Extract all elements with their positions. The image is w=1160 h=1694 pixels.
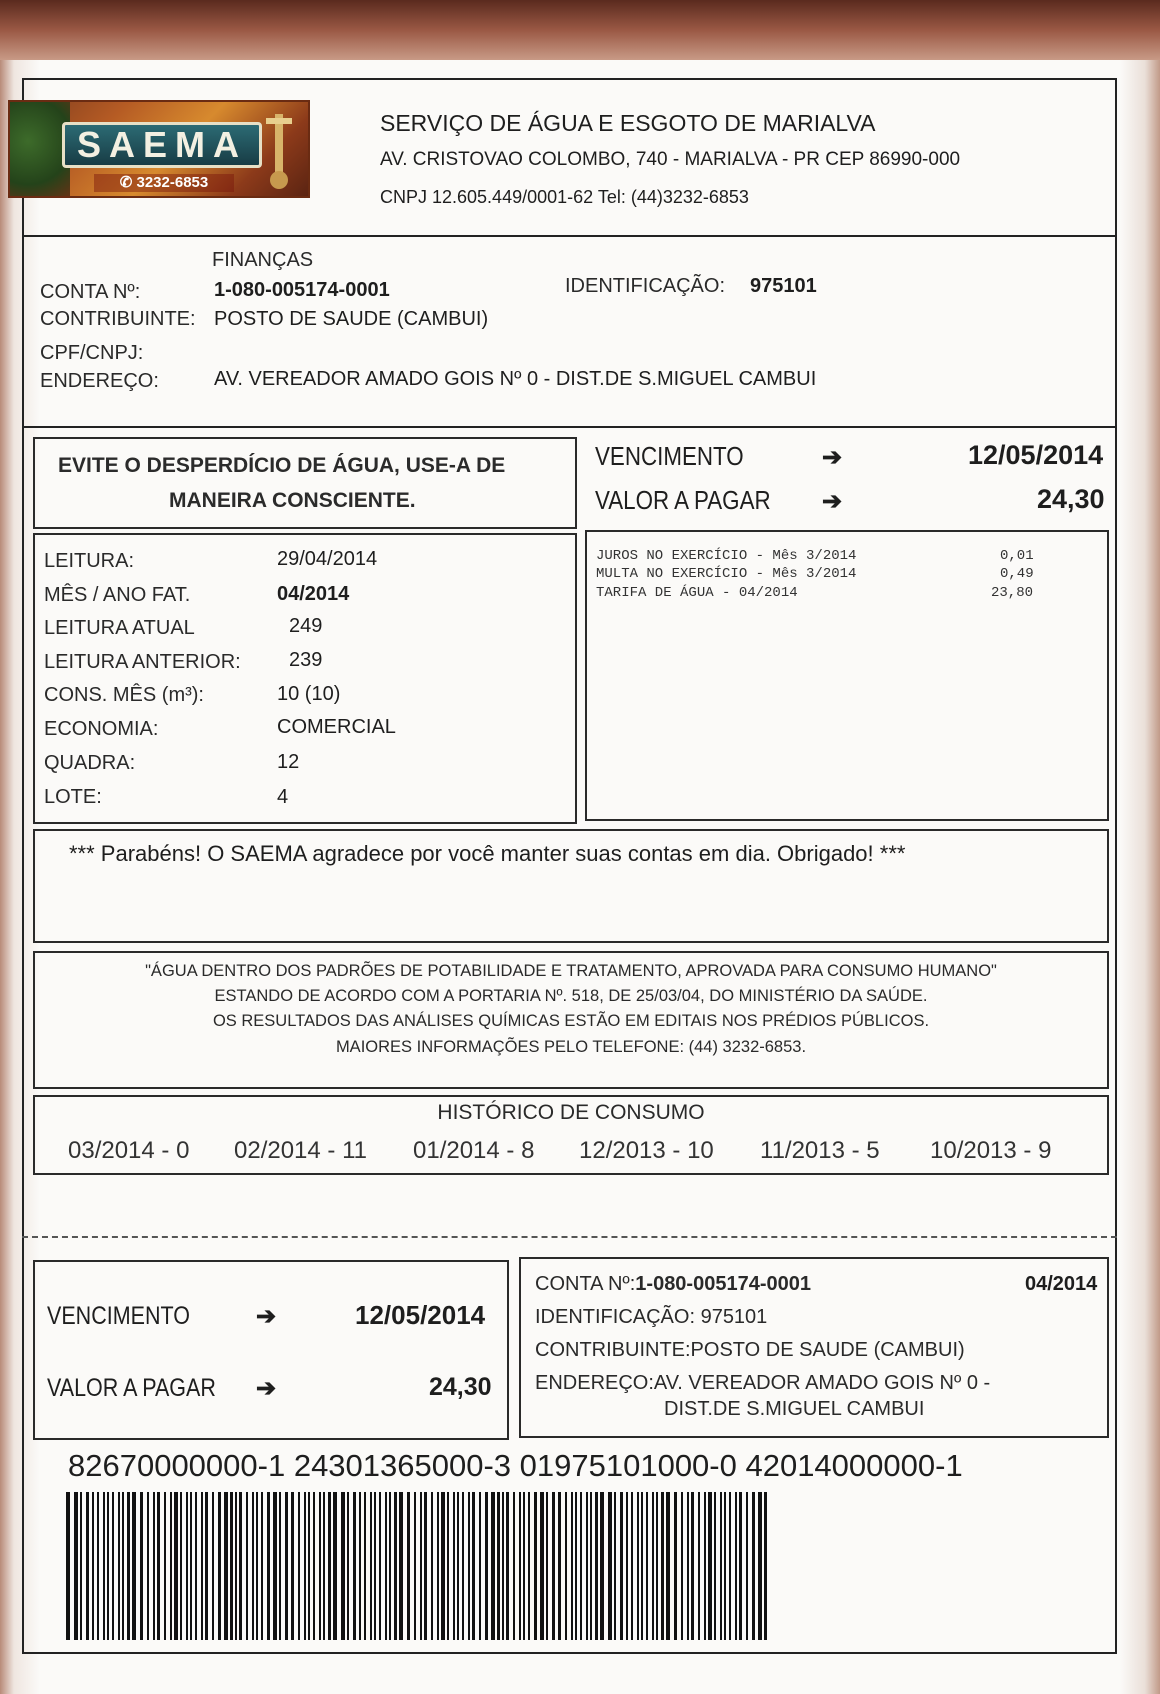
reading-label: MÊS / ANO FAT. (44, 584, 191, 606)
barcode-bar (590, 1492, 592, 1640)
barcode-bar (385, 1492, 387, 1640)
barcode-bar (626, 1492, 628, 1640)
conta-label: CONTA Nº: (40, 281, 141, 303)
charge-value: 23,80 (991, 585, 1034, 601)
barcode-bar (575, 1492, 577, 1640)
barcode-bar (279, 1492, 281, 1640)
barcode-bar (752, 1492, 755, 1640)
charge-desc: MULTA NO EXERCÍCIO - Mês 3/2014 (596, 566, 857, 582)
barcode-bar (103, 1492, 105, 1640)
history-item: 10/2013 - 9 (930, 1137, 1052, 1164)
amount-label: VALOR A PAGAR (595, 485, 771, 515)
reading-label: LEITURA: (44, 550, 135, 572)
barcode-bar (273, 1492, 277, 1640)
barcode-bar (431, 1492, 433, 1640)
barcode-bar (147, 1492, 149, 1640)
reading-label: ECONOMIA: (44, 718, 159, 740)
barcode-bar (379, 1492, 381, 1640)
barcode (66, 1492, 770, 1640)
barcode-bar (652, 1492, 654, 1640)
barcode-bar (235, 1492, 237, 1640)
barcode-bar (170, 1492, 172, 1640)
barcode-bar (239, 1492, 242, 1640)
barcode-bar (729, 1492, 731, 1640)
barcode-bar (698, 1492, 700, 1640)
barcode-bar (506, 1492, 509, 1640)
barcode-bar (212, 1492, 214, 1640)
barcode-bar (637, 1492, 639, 1640)
barcode-bar (256, 1492, 258, 1640)
barcode-digits: 82670000000-1 24301365000-3 01975101000-0 42014000000-1 (68, 1448, 963, 1483)
history-item: 02/2014 - 11 (234, 1137, 367, 1164)
barcode-bar (97, 1492, 99, 1640)
stub-amount-value: 24,30 (429, 1373, 492, 1401)
logo-wordmark: SAEMA (62, 122, 262, 168)
quality-line-4: MAIORES INFORMAÇÕES PELO TELEFONE: (44) 3232-6853. (335, 1038, 807, 1056)
history-item: 11/2013 - 5 (760, 1137, 880, 1164)
barcode-bar (441, 1492, 445, 1640)
barcode-bar (304, 1492, 306, 1640)
conta-value: 1-080-005174-0001 (214, 279, 390, 301)
barcode-bar (157, 1492, 160, 1640)
barcode-bar (614, 1492, 616, 1640)
department: FINANÇAS (212, 249, 314, 271)
barcode-bar (558, 1492, 561, 1640)
stub-contrib: CONTRIBUINTE:POSTO DE SAUDE (CAMBUI) (535, 1339, 965, 1361)
notice-line-1: EVITE O DESPERDÍCIO DE ÁGUA, USE-A DE (58, 454, 506, 477)
charge-desc: TARIFA DE ÁGUA - 04/2014 (596, 585, 798, 601)
barcode-bar (153, 1492, 155, 1640)
notice-box (33, 437, 577, 529)
barcode-bar (313, 1492, 315, 1640)
stub-conta: CONTA Nº:1-080-005174-0001 (535, 1273, 811, 1295)
reading-value: 4 (277, 786, 289, 808)
barcode-bar (127, 1492, 130, 1640)
stub-endereco-2: DIST.DE S.MIGUEL CAMBUI (664, 1398, 925, 1420)
barcode-bar (620, 1492, 623, 1640)
endereco-value: AV. VEREADOR AMADO GOIS Nº 0 - DIST.DE S.MIGUEL CAMBUI (214, 368, 817, 390)
arrow-icon: ➔ (822, 488, 843, 515)
quality-box (33, 951, 1109, 1089)
barcode-bar (691, 1492, 694, 1640)
reading-value: 29/04/2014 (277, 548, 378, 570)
reading-label: LEITURA ATUAL (44, 617, 195, 639)
barcode-bar (92, 1492, 94, 1640)
stub-ident: IDENTIFICAÇÃO: 975101 (535, 1306, 768, 1328)
barcode-bar (479, 1492, 481, 1640)
barcode-bar (523, 1492, 525, 1640)
barcode-bar (704, 1492, 706, 1640)
barcode-bar (580, 1492, 582, 1640)
stub-account-box (519, 1257, 1109, 1438)
reading-value: COMERCIAL (277, 716, 396, 738)
company-address: AV. CRISTOVAO COLOMBO, 740 - MARIALVA - PR CEP 86990-000 (380, 149, 961, 170)
barcode-bar (497, 1492, 500, 1640)
barcode-bar (122, 1492, 124, 1640)
due-date-value: 12/05/2014 (968, 440, 1104, 470)
barcode-bar (502, 1492, 504, 1640)
company-cnpj-phone: CNPJ 12.605.449/0001-62 Tel: (44)3232-6853 (380, 187, 749, 207)
barcode-bar (720, 1492, 722, 1640)
barcode-bar (600, 1492, 604, 1640)
due-date-label: VENCIMENTO (595, 441, 744, 471)
quality-line-1: "ÁGUA DENTRO DOS PADRÕES DE POTABILIDADE E TRATAMENTO, APROVADA PARA CONSUMO HUMANO" (145, 962, 997, 980)
thanks-message: *** Parabéns! O SAEMA agradece por você manter suas contas em dia. Obrigado! *** (69, 841, 906, 866)
stub-endereco-1: ENDEREÇO:AV. VEREADOR AMADO GOIS Nº 0 - (535, 1372, 991, 1394)
barcode-bar (323, 1492, 325, 1640)
barcode-bar (298, 1492, 300, 1640)
barcode-bar (341, 1492, 345, 1640)
barcode-bar (491, 1492, 495, 1640)
history-item: 03/2014 - 0 (68, 1137, 190, 1164)
barcode-bar (661, 1492, 664, 1640)
barcode-bar (291, 1492, 294, 1640)
barcode-bar (758, 1492, 762, 1640)
barcode-bar (164, 1492, 166, 1640)
barcode-bar (735, 1492, 737, 1640)
history-title: HISTÓRICO DE CONSUMO (437, 1101, 705, 1124)
barcode-bar (246, 1492, 248, 1640)
barcode-bar (389, 1492, 391, 1640)
barcode-bar (608, 1492, 612, 1640)
barcode-bar (714, 1492, 716, 1640)
barcode-bar (457, 1492, 459, 1640)
barcode-bar (656, 1492, 658, 1640)
barcode-bar (447, 1492, 449, 1640)
barcode-bar (552, 1492, 555, 1640)
barcode-bar (107, 1492, 109, 1640)
logo-foliage (10, 102, 70, 198)
logo-phone: ✆ 3232-6853 (94, 174, 234, 192)
barcode-bar (328, 1492, 331, 1640)
history-box (33, 1095, 1109, 1175)
barcode-bar (118, 1492, 120, 1640)
barcode-bar (687, 1492, 689, 1640)
reading-box (33, 533, 577, 824)
barcode-bar (519, 1492, 521, 1640)
barcode-bar (261, 1492, 263, 1640)
arrow-icon: ➔ (256, 1375, 277, 1402)
barcode-bar (674, 1492, 677, 1640)
contrib-value: POSTO DE SAUDE (CAMBUI) (214, 308, 489, 330)
cut-line (22, 1236, 1117, 1238)
barcode-bar (252, 1492, 254, 1640)
barcode-bar (186, 1492, 188, 1640)
endereco-label: ENDEREÇO: (40, 370, 159, 392)
barcode-bar (420, 1492, 422, 1640)
barcode-bar (681, 1492, 683, 1640)
barcode-bar (666, 1492, 670, 1640)
barcode-bar (595, 1492, 598, 1640)
faucet-icon (264, 108, 294, 192)
barcode-bar (586, 1492, 588, 1640)
reading-value: 239 (289, 649, 323, 671)
ident-value: 975101 (750, 275, 817, 297)
barcode-bar (174, 1492, 178, 1640)
stub-due-label: VENCIMENTO (47, 1302, 190, 1330)
cpf-label: CPF/CNPJ: (40, 342, 144, 364)
barcode-bar (359, 1492, 361, 1640)
company-name: SERVIÇO DE ÁGUA E ESGOTO DE MARIALVA (380, 110, 876, 136)
barcode-bar (180, 1492, 182, 1640)
charge-desc: JUROS NO EXERCÍCIO - Mês 3/2014 (596, 548, 857, 564)
notice-line-2: MANEIRA CONSCIENTE. (169, 489, 416, 512)
charge-value: 0,01 (1000, 548, 1034, 564)
barcode-bar (132, 1492, 136, 1640)
barcode-bar (571, 1492, 573, 1640)
barcode-bar (190, 1492, 192, 1640)
barcode-bar (347, 1492, 349, 1640)
reading-value: 249 (289, 615, 323, 637)
barcode-bar (230, 1492, 233, 1640)
barcode-bar (746, 1492, 748, 1640)
barcode-bar (370, 1492, 372, 1640)
barcode-bar (739, 1492, 742, 1640)
barcode-bar (195, 1492, 197, 1640)
header-divider (22, 235, 1117, 237)
history-item: 12/2013 - 10 (579, 1137, 714, 1164)
barcode-bar (218, 1492, 221, 1640)
barcode-bar (399, 1492, 403, 1640)
stub-due-box (33, 1260, 509, 1440)
thanks-box (33, 829, 1109, 943)
barcode-bar (528, 1492, 530, 1640)
barcode-bar (565, 1492, 567, 1640)
barcode-bar (540, 1492, 544, 1640)
barcode-bar (201, 1492, 203, 1640)
barcode-bar (414, 1492, 416, 1640)
barcode-bar (764, 1492, 767, 1640)
quality-line-3: OS RESULTADOS DAS ANÁLISES QUÍMICAS ESTÃO EM EDITAIS NOS PRÉDIOS PÚBLICOS. (212, 1012, 930, 1030)
barcode-bar (485, 1492, 488, 1640)
barcode-bar (646, 1492, 648, 1640)
reading-label: QUADRA: (44, 752, 136, 774)
arrow-icon: ➔ (256, 1303, 277, 1330)
reading-label: LEITURA ANTERIOR: (44, 651, 241, 673)
barcode-bar (308, 1492, 310, 1640)
barcode-bar (364, 1492, 366, 1640)
barcode-bar (394, 1492, 397, 1640)
barcode-bar (374, 1492, 376, 1640)
barcode-bar (140, 1492, 143, 1640)
history-item: 01/2014 - 8 (413, 1137, 535, 1164)
stub-ref: 04/2014 (1025, 1273, 1098, 1295)
barcode-bar (319, 1492, 321, 1640)
amount-value: 24,30 (1037, 484, 1105, 514)
barcode-bar (724, 1492, 726, 1640)
reading-label: LOTE: (44, 786, 102, 808)
barcode-bar (267, 1492, 270, 1640)
barcode-bar (534, 1492, 537, 1640)
barcode-bar (437, 1492, 439, 1640)
account-divider (22, 426, 1117, 428)
barcode-bar (285, 1492, 288, 1640)
barcode-bar (407, 1492, 410, 1640)
stub-due-value: 12/05/2014 (355, 1300, 486, 1330)
reading-value: 12 (277, 751, 300, 773)
quality-line-2: ESTANDO DE ACORDO COM A PORTARIA Nº. 518, DE 25/03/04, DO MINISTÉRIO DA SAÚDE. (214, 987, 928, 1005)
barcode-bar (462, 1492, 464, 1640)
saema-logo (8, 100, 310, 198)
contrib-label: CONTRIBUINTE: (40, 308, 196, 330)
barcode-bar (468, 1492, 470, 1640)
stub-amount-label: VALOR A PAGAR (47, 1374, 216, 1402)
arrow-icon: ➔ (822, 444, 843, 471)
barcode-bar (86, 1492, 89, 1640)
barcode-bar (513, 1492, 515, 1640)
barcode-bar (641, 1492, 643, 1640)
barcode-bar (74, 1492, 78, 1640)
barcode-bar (546, 1492, 548, 1640)
barcode-bar (112, 1492, 114, 1640)
barcode-bar (472, 1492, 475, 1640)
charge-value: 0,49 (1000, 566, 1034, 582)
barcode-bar (424, 1492, 427, 1640)
barcode-bar (631, 1492, 633, 1640)
barcode-bar (205, 1492, 208, 1640)
barcode-bar (224, 1492, 228, 1640)
barcode-bar (708, 1492, 712, 1640)
reading-label: CONS. MÊS (m³): (44, 684, 204, 706)
reading-value: 10 (10) (277, 683, 341, 705)
reading-value: 04/2014 (277, 583, 350, 605)
barcode-bar (353, 1492, 356, 1640)
ident-label: IDENTIFICAÇÃO: (565, 275, 726, 297)
barcode-bar (453, 1492, 455, 1640)
barcode-bar (80, 1492, 82, 1640)
barcode-bar (333, 1492, 337, 1640)
barcode-bar (66, 1492, 70, 1640)
